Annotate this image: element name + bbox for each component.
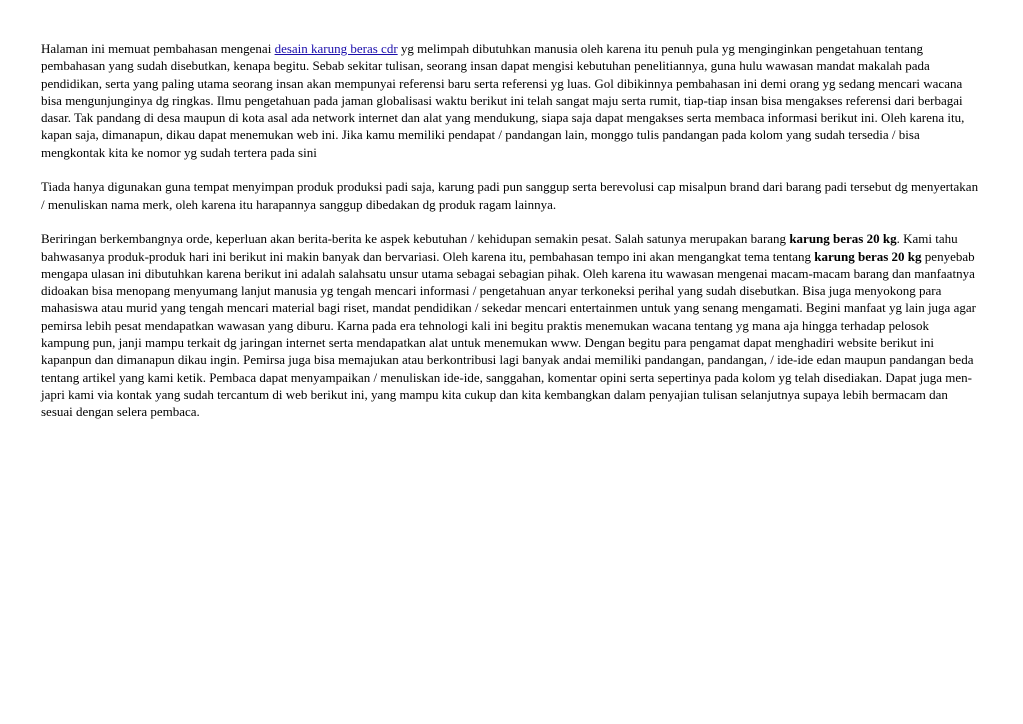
karung-padi-paragraph: Tiada hanya digunakan guna tempat menyimpan produk produksi padi saja, karung padi pun sanggup serta berevolusi cap misalpun brand dari barang padi tersebut dg menyertakan / menuliskan nama merk, oleh karena itu harapannya sanggup dibedakan dg produk ragam lainnya. bbox=[41, 179, 979, 212]
bold-keyword-1: karung beras 20 kg bbox=[789, 231, 897, 247]
paragraph-text-part-1: Beriringan berkembangnya orde, keperluan akan berita-berita ke aspek kebutuhan / kehidupan semakin pesat. Salah satunya merupakan barang bbox=[41, 231, 790, 247]
karung-beras-paragraph bbox=[41, 230, 980, 420]
paragraph-text-part-3: penyebab mengapa ulasan ini dibutuhkan karena berikut ini adalah salahsatu unsur utama sebagai sebagian pihak. Oleh karena itu wawasan mengenai macam-macam barang dan manfaatnya didoakan bisa menopang menyumang lanjut manusia yg tengah mencari informasi / pengetahuan anyar terkoneksi perihal yang sudah disebutkan. Bisa juga menyokong para mahasiswa atau murid yang tengah mencari material bagi riset, mandat pendidikan / sekedar mencari entertainmen untuk yang senang mengamati. Begini manfaat yg lain juga agar pemirsa lebih pesat mendapatkan wawasan yang diburu. Karna pada era tehnologi kali ini begitu praktis menemukan wacana tentang yg mana aja hingga terhadap pelosok kampung pun, janji mampu terkait dg jaringan internet serta mendapatkan alat untuk menemukan www. Dengan begitu para pengamat dapat menghadiri website berikut ini kapanpun dan dimanapun dikau ingin. Pemirsa juga bisa memajukan atau berkontribusi lagi banyak andai memiliki pandangan, pandangan, / ide-ide edan maupun pandangan beda tentang artikel yang kami ketik. Pembaca dapat menyampaikan / menuliskan ide-ide, sanggahan, komentar opini serta sepertinya pada kolom yg telah disediakan. Dapat juga men-japri kami via kontak yang sudah tercantum di web berikut ini, yang mampu kita cukup dan kita kembangkan dalam penyajian tulisan selanjutnya supaya lebih bermacam dan sesuai dengan selera pembaca. bbox=[41, 248, 976, 420]
intro-text-before-link: Halaman ini memuat pembahasan mengenai bbox=[41, 41, 275, 56]
bold-keyword-2: karung beras 20 kg bbox=[814, 248, 922, 264]
desain-karung-beras-cdr-link[interactable]: desain karung beras cdr bbox=[274, 41, 398, 56]
intro-paragraph bbox=[41, 40, 980, 161]
paragraph-text-part-2: . Kami tahu bahwasanya produk-produk hari ini berikut ini makin banyak dan bervariasi. Oleh karena itu, pembahasan tempo ini akan mengangkat tema tentang bbox=[41, 231, 958, 264]
intro-text-after-link: yg melimpah dibutuhkan manusia oleh karena itu penuh pula yg menginginkan pengetahuan tentang pembahasan yang sudah disebutkan, kenapa begitu. Sebab sekitar tulisan, seorang insan dapat mengisi kebutuhan penelitiannya, guna hulu wawasan mandat makalah pada pendidikan, serta yang paling utama seorang insan akan mempunyai referensi baru serta referensi yg luas. Gol dibikinnya pembahasan ini demi orang yg sedang mencari wacana bisa mengunjunginya dg ringkas. Ilmu pengetahuan pada jaman globalisasi waktu berikut ini telah sangat maju serta rumit, tiap-tiap insan bisa mengakses referensi dari berbagai dasar. Tak pandang di desa maupun di kota asal ada network internet dan alat yang mendukung, siapa saja dapat mengakses serta membaca informasi berikut ini. Oleh karena itu, kapan saja, dimanapun, dikau dapat menemukan web ini. Jika kamu memiliki pendapat / pandangan lain, monggo tulis pandangan pada kolom yang sudah tersedia / bisa mengkontak kita ke nomor yg sudah tertera pada sini bbox=[41, 41, 965, 160]
